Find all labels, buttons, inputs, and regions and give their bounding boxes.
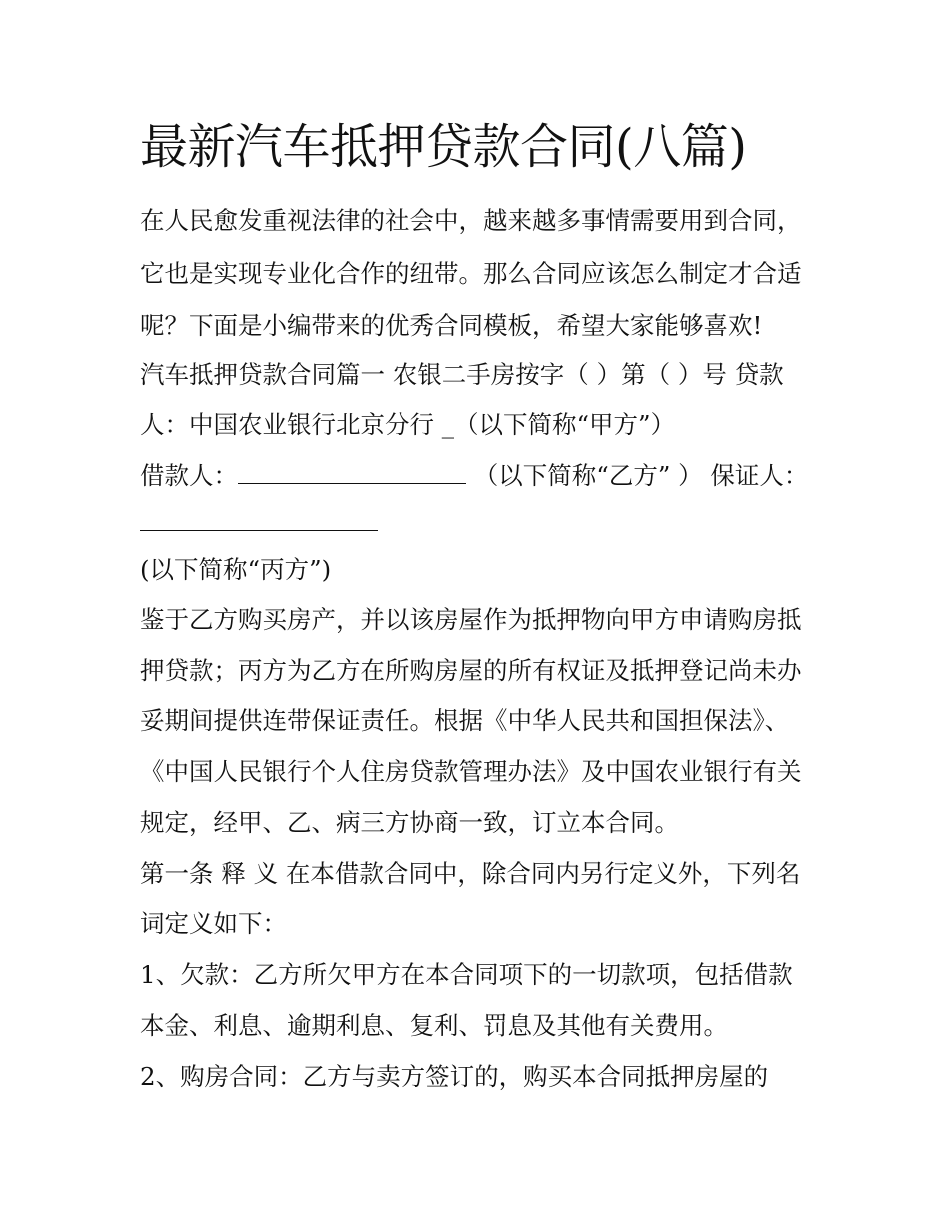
- paragraph-line: 鉴于乙方购买房产，并以该房屋作为抵押物向甲方申请购房抵: [140, 605, 802, 634]
- document-title: 最新汽车抵押贷款合同(八篇): [140, 119, 747, 175]
- paragraph-line: 本金、利息、逾期利息、复利、罚息及其他有关费用。: [140, 1011, 728, 1040]
- paragraph-line: 在人民愈发重视法律的社会中，越来越多事情需要用到合同，: [140, 206, 802, 235]
- paragraph-line: 汽车抵押贷款合同篇一 农银二手房按字（ ）第（ ）号 贷款: [140, 360, 784, 389]
- borrower-blank: [238, 461, 466, 484]
- guarantor-blank-line: [140, 506, 378, 540]
- paragraph-line: 第一条 释 义 在本借款合同中，除合同内另行定义外，下列名: [140, 859, 801, 888]
- paragraph-line: 它也是实现专业化合作的纽带。那么合同应该怎么制定才合适: [140, 259, 802, 288]
- paragraph-line: 规定，经甲、乙、病三方协商一致，订立本合同。: [140, 808, 679, 837]
- paragraph-line: 词定义如下：: [140, 909, 287, 938]
- paragraph-line: 妥期间提供连带保证责任。根据《中华人民共和国担保法》、: [140, 706, 790, 735]
- paragraph-line: 1、欠款：乙方所欠甲方在本合同项下的一切款项，包括借款: [140, 960, 793, 989]
- paragraph-line: (以下简称“丙方”): [140, 555, 332, 584]
- borrower-line: [140, 459, 808, 493]
- paragraph-line: 人：中国农业银行北京分行 _（以下简称“甲方”）: [140, 410, 676, 439]
- paragraph-line: 呢？下面是小编带来的优秀合同模板，希望大家能够喜欢!: [140, 311, 763, 340]
- borrower-label: 借款人：: [140, 461, 238, 490]
- paragraph-line: 押贷款；丙方为乙方在所购房屋的所有权证及抵押登记尚未办: [140, 656, 802, 685]
- paragraph-line: 2、购房合同：乙方与卖方签订的，购买本合同抵押房屋的: [140, 1062, 769, 1091]
- borrower-suffix: （以下简称“乙方” ） 保证人：: [473, 461, 809, 490]
- paragraph-line: 《中国人民银行个人住房贷款管理办法》及中国农业银行有关: [140, 757, 802, 786]
- guarantor-blank: [140, 508, 378, 531]
